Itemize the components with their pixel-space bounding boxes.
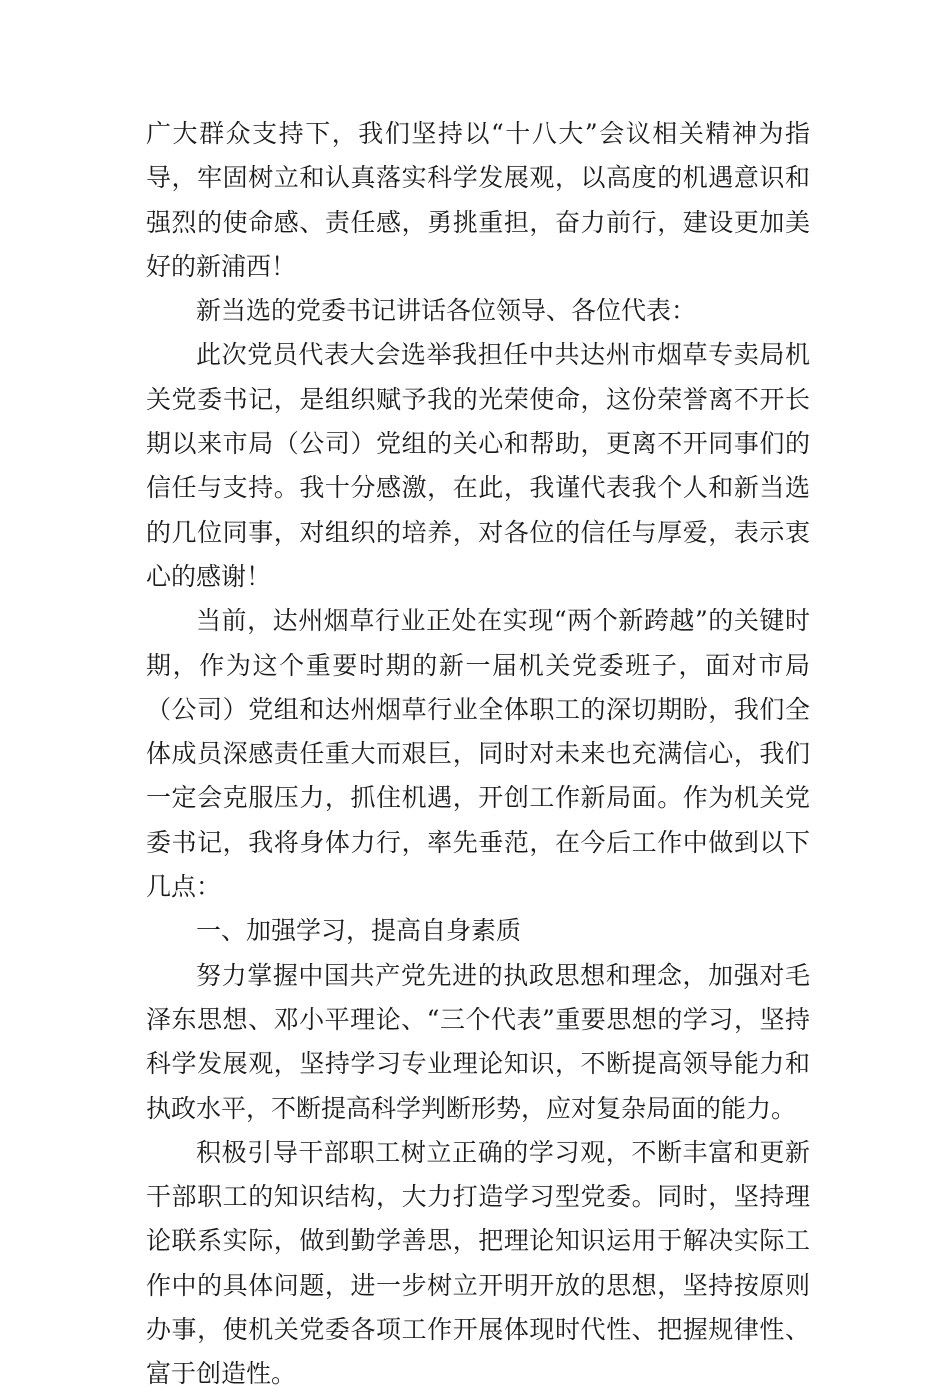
paragraph-continuation: 广大群众支持下，我们坚持以“十八大”会议相关精神为指导，牢固树立和认真落实科学发展观，以高度的机遇意识和强烈的使命感、责任感，勇挑重担，奋力前行，建设更加美好的新浦西！ (146, 119, 810, 281)
paragraph-election-thanks: 此次党员代表大会选举我担任中共达州市烟草专卖局机关党委书记，是组织赋予我的光荣使命，这份荣誉离不开长期以来市局（公司）党组的关心和帮助，更离不开同事们的信任与支持。我十分感激，在此，我谨代表我个人和新当选的几位同事，对组织的培养，对各位的信任与厚爱，表示衷心的感谢！ (146, 340, 810, 591)
section-heading-study: 一、加强学习，提高自身素质 (196, 916, 522, 946)
paragraph-speech-salutation: 新当选的党委书记讲话各位领导、各位代表： (196, 296, 697, 326)
paragraph-learning-culture: 积极引导干部职工树立正确的学习观，不断丰富和更新干部职工的知识结构，大力打造学习型党委。同时，坚持理论联系实际，做到勤学善思，把理论知识运用于解决实际工作中的具体问题，进一步树立开明开放的思想，坚持按原则办事，使机关党委各项工作开展体现时代性、把握规律性、富于创造性。 (146, 1137, 810, 1389)
paragraph-study-theory: 努力掌握中国共产党先进的执政思想和理念，加强对毛泽东思想、邓小平理论、“三个代表”重要思想的学习，坚持科学发展观，坚持学习专业理论知识，不断提高领导能力和执政水平，不断提高科学判断形势，应对复杂局面的能力。 (146, 960, 810, 1123)
document-body (146, 112, 810, 1397)
paragraph-current-situation: 当前，达州烟草行业正处在实现“两个新跨越”的关键时期，作为这个重要时期的新一届机关党委班子，面对市局（公司）党组和达州烟草行业全体职工的深切期盼，我们全体成员深感责任重大而艰巨，同时对未来也充满信心，我们一定会克服压力，抓住机遇，开创工作新局面。作为机关党委书记，我将身体力行，率先垂范，在今后工作中做到以下几点： (146, 606, 810, 902)
